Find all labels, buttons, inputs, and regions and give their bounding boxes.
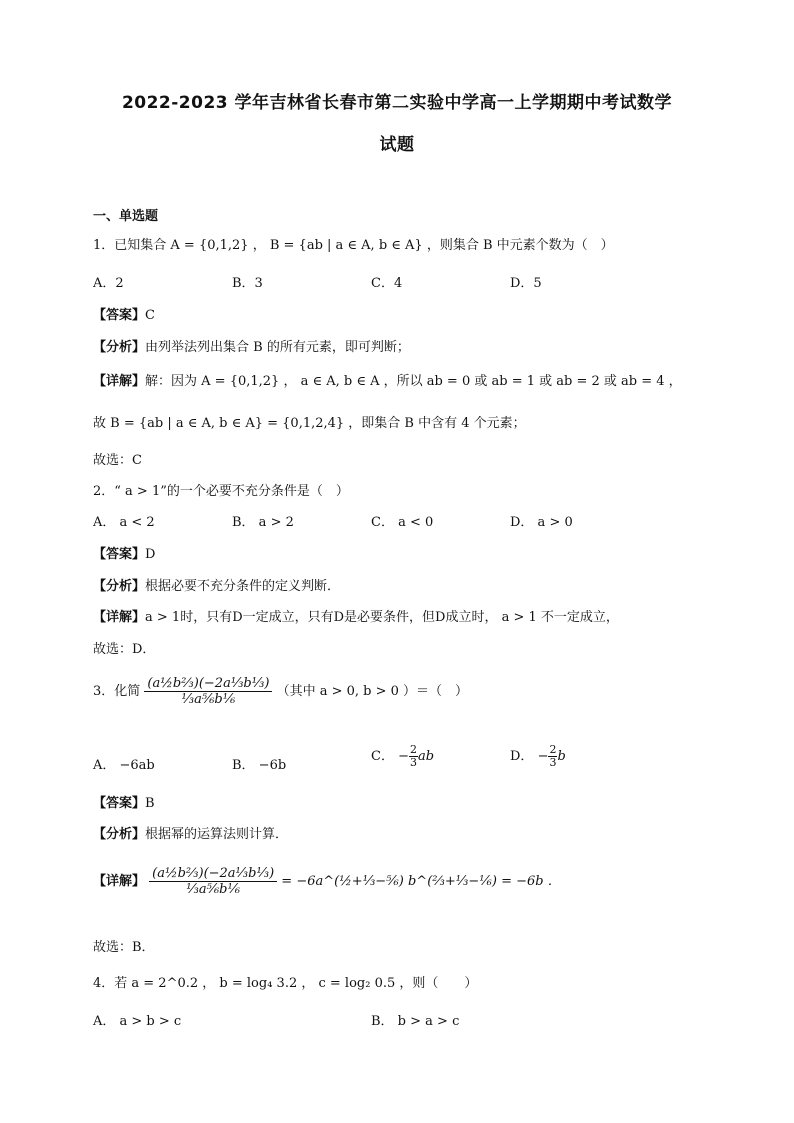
q3-option-c: C． − $\frac{2}{3}$ ab: [371, 743, 435, 769]
q3-conclusion: 故选：B．: [93, 940, 155, 955]
q1-answer-row: [93, 304, 155, 323]
answer-tag: 【答案】: [93, 547, 146, 562]
q1-option-d: D．5: [510, 276, 542, 291]
q3-detail-row: [93, 866, 561, 897]
q3-detail-result: = −6a^(½+⅓−⅚) b^(⅔+⅓−⅙) = −6b ．: [281, 874, 561, 889]
answer-tag: 【答案】: [93, 308, 146, 323]
q4-option-b: B． b > a > c: [371, 1014, 460, 1029]
q3-expression: [144, 676, 272, 707]
q1-detail2: 故 B = {ab | a ∈ A, b ∈ A} = {0,1,2,4} ，即集合 B 中含有 4 个元素；: [93, 416, 526, 431]
q3-analysis-row: [93, 823, 288, 842]
q2-detail: a > 1时，只有D一定成立，只有D是必要条件，但D成立时， a > 1 不一定成立，: [145, 610, 619, 625]
q3-stem: [93, 676, 468, 707]
q3-detail-expression: [149, 866, 277, 897]
q3-detail-numerator: (a½b⅔)(−2a⅓b⅓): [149, 866, 277, 882]
q3-option-a: A． −6ab: [93, 758, 155, 773]
q3-stem-prefix: 3．化简: [93, 684, 141, 699]
q2-option-c: C． a < 0: [371, 515, 434, 530]
q1-option-b: B．3: [232, 276, 263, 291]
q1-detail: 解：因为 A = {0,1,2} ， a ∈ A, b ∈ A ，所以 ab = 0 或 ab = 1 或 ab = 2 或 ab = 4 ，: [145, 374, 682, 389]
page-title-line1: 2022-2023 学年吉林省长春市第二实验中学高一上学期期中考试数学: [121, 93, 673, 113]
q3-option-d-expr: b: [557, 749, 566, 764]
detail-tag: 【详解】: [93, 874, 146, 889]
q3-denominator: ⅓a⅚b⅙: [181, 692, 236, 707]
q2-option-d: D． a > 0: [510, 515, 573, 530]
analysis-tag: 【分析】: [93, 579, 146, 594]
q3-option-d: D． − $\frac{2}{3}$ b: [510, 743, 566, 769]
q3-detail-denominator: ⅓a⅚b⅙: [186, 882, 241, 897]
q2-option-a: A． a < 2: [93, 515, 155, 530]
q3-stem-suffix: （其中 a > 0, b > 0 ）＝（ ）: [276, 684, 469, 699]
q4-stem: 4．若 a = 2^0.2 ， b = log₄ 3.2 ， c = log₂ 0.5 ，则（ ）: [93, 976, 478, 991]
q2-option-b: B． a > 2: [232, 515, 294, 530]
q3-answer-row: [93, 792, 155, 811]
q3-option-c-fraction: [409, 744, 418, 769]
q2-answer: D: [145, 547, 156, 562]
q3-option-c-expr: ab: [417, 749, 435, 764]
q2-answer-row: [93, 543, 155, 562]
q1-option-a: A．2: [93, 276, 124, 291]
q2-detail-row: [93, 606, 619, 625]
q1-answer: C: [145, 308, 155, 323]
q1-analysis: 由列举法列出集合 B 的所有元素，即可判断；: [145, 340, 410, 355]
q3-option-c-label: C．: [371, 749, 394, 764]
detail-tag: 【详解】: [93, 374, 146, 389]
q1-detail-row: [93, 370, 682, 389]
q1-conclusion: 故选：C: [93, 453, 142, 468]
fraction-denominator: 3: [549, 756, 557, 769]
q4-option-a: A． a > b > c: [93, 1014, 182, 1029]
q3-numerator: (a½b⅔)(−2a⅓b⅓): [144, 676, 272, 692]
q3-answer: B: [145, 796, 155, 811]
fraction-denominator: 3: [409, 756, 417, 769]
q3-analysis: 根据幂的运算法则计算．: [145, 827, 289, 842]
detail-tag: 【详解】: [93, 610, 146, 625]
q1-analysis-row: [93, 336, 410, 355]
q2-conclusion: 故选：D．: [93, 642, 156, 657]
q1-stem: 1．已知集合 A = {0,1,2} ， B = {ab | a ∈ A, b ∈ A} ，则集合 B 中元素个数为（ ）: [93, 238, 614, 253]
analysis-tag: 【分析】: [93, 340, 146, 355]
answer-tag: 【答案】: [93, 796, 146, 811]
section-heading: 一、单选题: [93, 209, 159, 224]
page-title-line2: 试题: [379, 135, 415, 155]
q3-option-b: B． −6b: [232, 758, 287, 773]
fraction-numerator: 2: [549, 743, 557, 756]
q2-analysis-row: [93, 575, 340, 594]
fraction-numerator: 2: [409, 743, 417, 756]
q1-option-c: C．4: [371, 276, 403, 291]
q2-stem: 2．“ a > 1”的一个必要不充分条件是（ ）: [93, 484, 349, 499]
q2-analysis: 根据必要不充分条件的定义判断．: [145, 579, 341, 594]
analysis-tag: 【分析】: [93, 827, 146, 842]
q3-option-d-label: D．: [510, 749, 534, 764]
